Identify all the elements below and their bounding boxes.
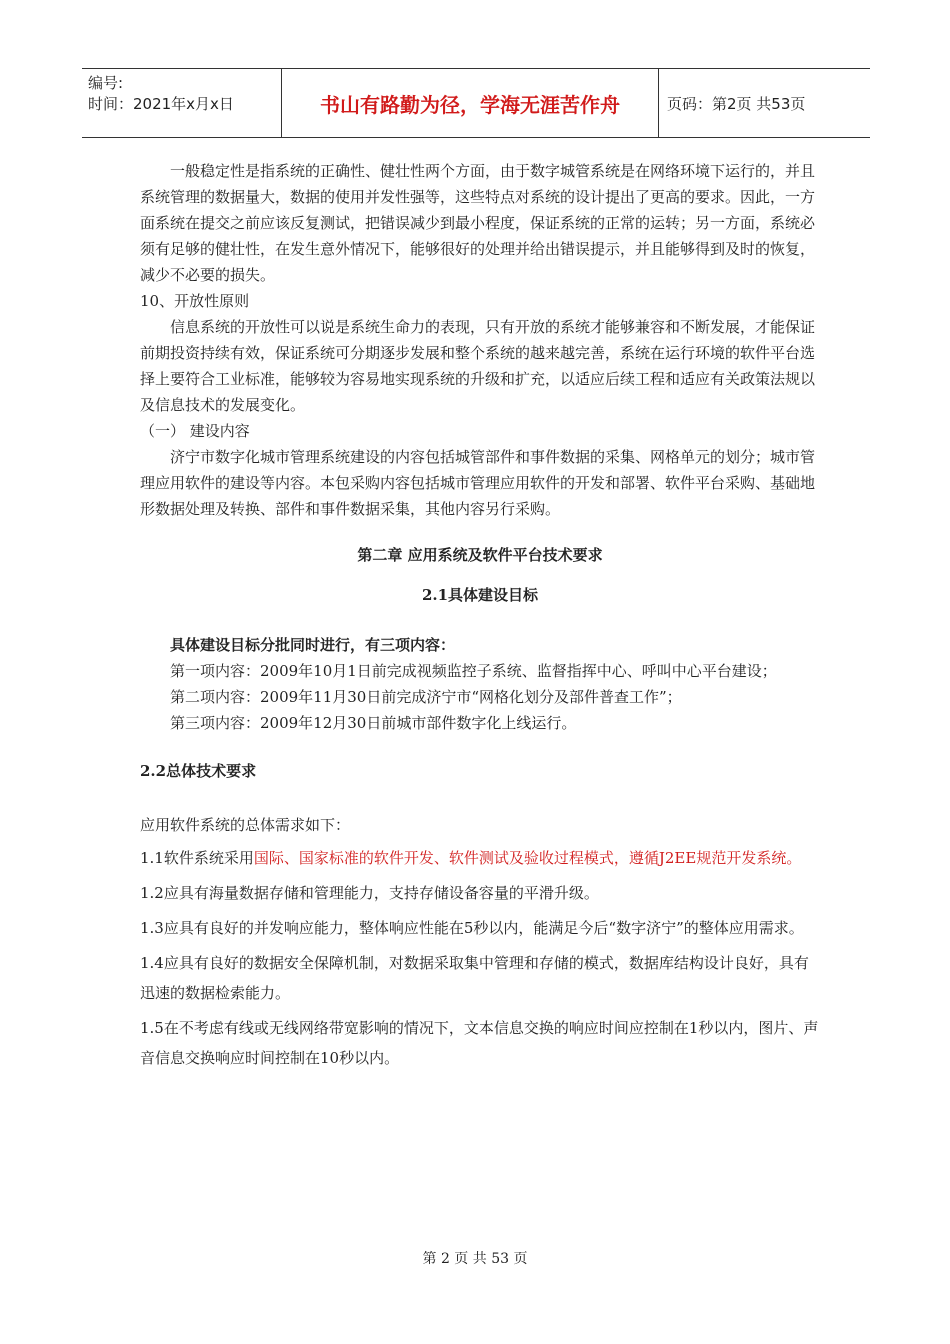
requirement-1-5: 1.5在不考虑有线或无线网络带宽影响的情况下，文本信息交换的响应时间应控制在1秒以内，图片、声音信息交换响应时间控制在10秒以内。 (140, 1019, 819, 1067)
paragraph-openness: 信息系统的开放性可以说是系统生命力的表现，只有开放的系统才能够兼容和不断发展，才能保证前期投资持续有效，保证系统可分期逐步发展和整个系统的越来越完善，系统在运行环境的软件平台选择上要符合工业标准，能够较为容易地实现系统的升级和扩充，以适应后续工程和适应有关政策法规以及信息技术的发展变化。 (140, 318, 816, 414)
requirement-1-1-prefix: 1.1软件系统采用 (140, 849, 254, 867)
header-page-info: 页码：第2页 共53页 (667, 94, 806, 113)
requirements-intro: 应用软件系统的总体需求如下： (140, 816, 351, 834)
page-header (82, 68, 870, 138)
goal-intro: 具体建设目标分批同时进行，有三项内容： (170, 636, 456, 654)
paragraph-stability: 一般稳定性是指系统的正确性、健壮性两个方面，由于数字城管系统是在网络环境下运行的，并且系统管理的数据量大，数据的使用并发性强等，这些特点对系统的设计提出了更高的要求。因此，一方面系统在提交之前应该反复测试，把错误减少到最小程度，保证系统的正常的运转；另一方面，系统必须有足够的健壮性，在发生意外情况下，能够很好的处理并给出错误提示，并且能够得到及时的恢复，减少不必要的损失。 (140, 162, 816, 284)
section-2-1-title: 2.1具体建设目标 (421, 586, 539, 604)
heading-construction: （一） 建设内容 (140, 422, 250, 440)
header-motto: 书山有路勤为径，学海无涯苦作舟 (282, 69, 659, 137)
paragraph-construction: 济宁市数字化城市管理系统建设的内容包括城管部件和事件数据的采集、网格单元的划分；城市管理应用软件的建设等内容。本包采购内容包括城市管理应用软件的开发和部署、软件平台采购、基础地形数据处理及转换、部件和事件数据采集，其他内容另行采购。 (140, 448, 816, 518)
requirement-1-2: 1.2应具有海量数据存储和管理能力，支持存储设备容量的平滑升级。 (140, 884, 599, 902)
requirement-1-3: 1.3应具有良好的并发响应能力，整体响应性能在5秒以内，能满足今后“数字济宁”的整体应用需求。 (140, 919, 804, 937)
document-body (140, 158, 820, 1073)
header-meta (82, 69, 282, 137)
goal-item-3: 第三项内容：2009年12月30日前城市部件数字化上线运行。 (170, 714, 577, 732)
heading-openness: 10、开放性原则 (140, 292, 250, 310)
page-footer: 第 2 页 共 53 页 (422, 1251, 528, 1267)
section-2-2-title: 2.2总体技术要求 (140, 762, 257, 780)
time-label: 时间：2021年x月x日 (88, 95, 234, 113)
goal-item-1: 第一项内容：2009年10月1日前完成视频监控子系统、监督指挥中心、呼叫中心平台建设； (170, 662, 777, 680)
chapter-title: 第二章 应用系统及软件平台技术要求 (357, 546, 603, 564)
goal-item-2: 第二项内容：2009年11月30日前完成济宁市“网格化划分及部件普查工作”； (170, 688, 682, 706)
number-label: 编号: (88, 74, 124, 92)
requirement-1-4: 1.4应具有良好的数据安全保障机制，对数据采取集中管理和存储的模式，数据库结构设计良好，具有迅速的数据检索能力。 (140, 954, 809, 1002)
requirement-1-1-highlight: 国际、国家标准的软件开发、软件测试及验收过程模式，遵循J2EE规范开发系统。 (253, 849, 802, 867)
requirement-1-1 (140, 843, 820, 873)
